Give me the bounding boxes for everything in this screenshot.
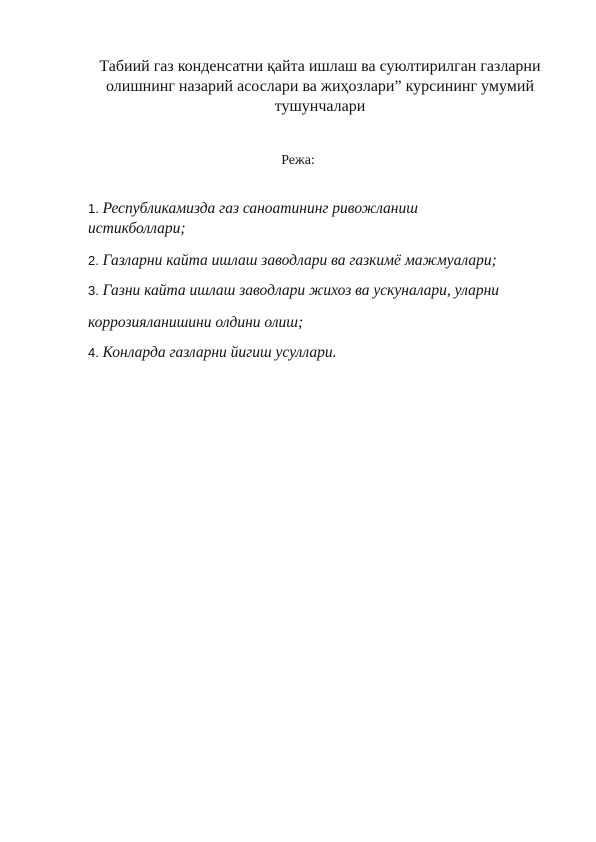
plan-item-number: 2. (88, 253, 99, 268)
plan-item-text-continued: истикболлари; (88, 220, 186, 237)
plan-item-text: Республикамизда газ саноатининг ривожланиш (102, 200, 418, 217)
plan-item-text: Конларда газларни йигиш усуллари. (102, 344, 337, 361)
title-line-1: Табиий газ конденсатни қайта ишлаш ва суюлтирилган газларни (99, 58, 541, 75)
plan-item-text: Газни кайта ишлаш заводлари жихоз ва ускуналари, уларни (102, 282, 500, 299)
title-line-2: олишнинг назарий асослари ва жиҳозлари” курсининг умумий (105, 78, 534, 95)
document-title (70, 57, 570, 117)
plan-item-number: 4. (88, 345, 99, 360)
title-line-3: тушунчалари (274, 98, 366, 115)
plan-item-number: 3. (88, 283, 99, 298)
plan-item-text-continued: коррозияланишини олдини олиш; (88, 314, 304, 331)
plan-heading: Режа: (281, 153, 315, 168)
plan-item-text: Газларни кайта ишлаш заводлари ва газкимё мажмуалари; (102, 252, 497, 269)
plan-item-number: 1. (88, 201, 99, 216)
